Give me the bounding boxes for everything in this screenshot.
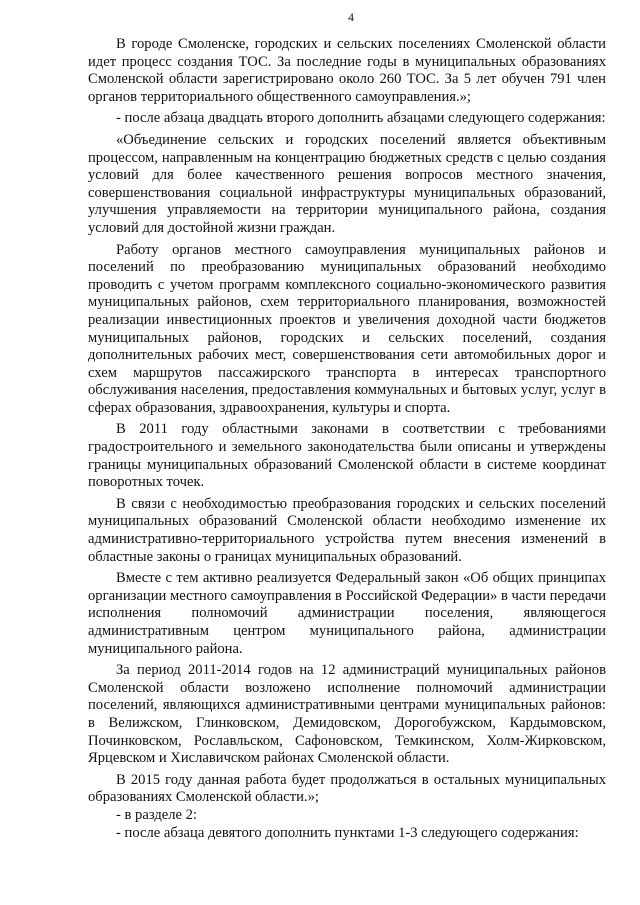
paragraph-local-government: Работу органов местного самоуправления муниципальных районов и поселений по преобразованию муниципальных образований необходимо проводить с учетом программ комплексного социально-экономического развития муниципальных районов, схем территориального планирования, возможностей реализации инвестиционных проектов и увеличения доходной части бюджетов муниципальных районов, городских и сельских поселений, создания дополнительных рабочих мест, совершенствования сети автомобильных дорог и схем маршрутов пассажирского транспорта в интересах транспортного обслуживания населения, предоставления коммунальных и бытовых услуг, услуг в сферах образования, здравоохранения, культуры и спорта.: [88, 241, 606, 416]
paragraph-amendment-9: - после абзаца девятого дополнить пунктами 1-3 следующего содержания:: [116, 824, 579, 841]
paragraph-2011-laws: В 2011 году областными законами в соответствии с требованиями градостроительного и земельного законодательства были описаны и утверждены границы муниципальных образований Смоленской области в системе координат поворотных точек.: [88, 421, 606, 491]
paragraph-merger: «Объединение сельских и городских поселений является объективным процессом, направленным на концентрацию бюджетных средств с целью создания условий для более качественного решения вопросов местного значения, совершенствования социальной инфраструктуры муниципальных образований, улучшения управляемости на территории муниципального района, создания условий для достойной жизни граждан.: [88, 131, 606, 236]
paragraph-amendment-22: - после абзаца двадцать второго дополнить абзацами следующего содержания:: [116, 110, 606, 127]
paragraph-2015: В 2015 году данная работа будет продолжаться в остальных муниципальных образованиях Смоленской области.»;: [88, 771, 606, 806]
paragraph-transformation: В связи с необходимостью преобразования городских и сельских поселений муниципальных образований Смоленской области необходимо изменение их административно-территориального устройства путем внесения изменений в областные законы о границах муниципальных образований.: [88, 495, 606, 565]
paragraph-federal-law: Вместе с тем активно реализуется Федеральный закон «Об общих принципах организации местного самоуправления в Российской Федерации» в части передачи исполнения полномочий администрации поселения, являющегося административным центром муниципального района, администрации муниципального района.: [88, 570, 607, 657]
page-number: 4: [348, 10, 354, 24]
paragraph-2011-2014: За период 2011-2014 годов на 12 администраций муниципальных районов Смоленской области возложено исполнение полномочий администрации поселений, являющихся административными центрами муниципальных районов: в Велижском, Глинковском, Демидовском, Дорогобужском, Кардымовском, Починковском, Рославльском, Сафоновском, Темкинском, Холм-Жирковском, Ярцевском и Хиславичском районах Смоленской области.: [88, 662, 606, 767]
paragraph-tos: В городе Смоленске, городских и сельских поселениях Смоленской области идет процесс создания ТОС. За последние годы в муниципальных образованиях Смоленской области зарегистрировано около 260 ТОС. За 5 лет обучен 791 член органов территориального общественного самоуправления.»;: [88, 36, 606, 105]
document-page: [88, 10, 606, 842]
paragraph-section-2: - в разделе 2:: [116, 806, 197, 823]
